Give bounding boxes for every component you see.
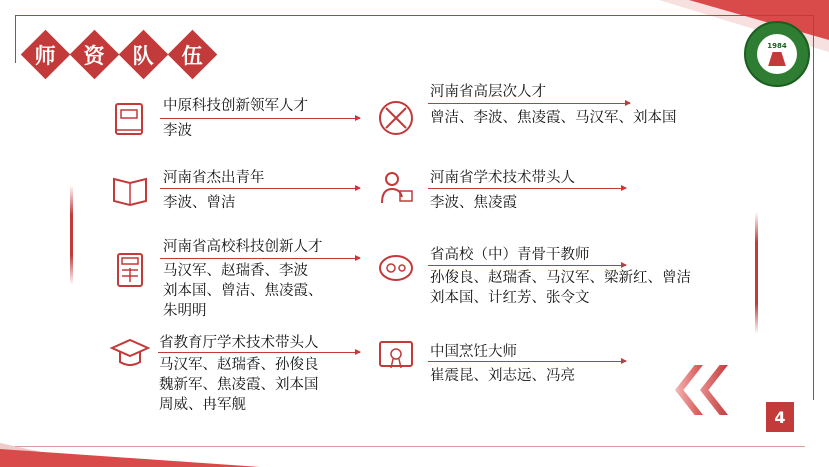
- frame-line-top: [15, 15, 813, 16]
- item-heading: 中国烹饪大师: [430, 344, 517, 360]
- item-names: [430, 108, 677, 128]
- certificate-icon: [374, 332, 418, 376]
- chevron-left-icon[interactable]: [675, 365, 703, 415]
- decor-bar-left: [70, 185, 73, 285]
- slide-title: [28, 37, 218, 72]
- book-icon: [108, 96, 152, 140]
- arrow-line: [428, 361, 626, 362]
- item-names: [430, 193, 517, 213]
- chevron-left-icon[interactable]: [700, 365, 728, 415]
- frame-line-left: [15, 15, 16, 63]
- item-names: [430, 268, 691, 308]
- item-heading: 省教育厅学术技术带头人: [159, 335, 319, 351]
- logo-emblem: [757, 34, 797, 74]
- arrow-line: [158, 352, 360, 353]
- names-line: 周威、冉军舰: [159, 397, 246, 413]
- decor-bar-right: [755, 212, 758, 334]
- corner-decoration-bottom-left: [0, 449, 260, 467]
- names-line: 刘本国、曾洁、焦凌霞、: [163, 283, 323, 299]
- item-names: [163, 261, 323, 321]
- item-heading: 河南省学术技术带头人: [430, 170, 575, 186]
- school-logo: [744, 21, 810, 87]
- logo-year: 1984: [767, 42, 787, 50]
- arrow-line: [160, 188, 360, 189]
- person-desk-icon: [374, 167, 418, 211]
- names-line: 李波、焦凌霞: [430, 195, 517, 211]
- tools-icon: [374, 96, 418, 140]
- item-names: [163, 121, 192, 141]
- item-heading: 河南省杰出青年: [163, 170, 265, 186]
- item-names: [163, 193, 236, 213]
- open-book-icon: [108, 167, 152, 211]
- arrow-line: [160, 258, 360, 259]
- item-names: [430, 366, 575, 386]
- names-line: 朱明明: [163, 303, 207, 319]
- names-line: 孙俊良、赵瑞香、马汉军、梁新红、曾洁: [430, 270, 691, 286]
- names-line: 曾洁、李波、焦凌霞、马汉军、刘本国: [430, 110, 677, 126]
- item-heading: 河南省高校科技创新人才: [163, 239, 323, 255]
- names-line: 马汉军、赵瑞香、李波: [163, 263, 308, 279]
- frame-line-bottom: [15, 446, 805, 447]
- names-line: 崔震昆、刘志远、冯亮: [430, 368, 575, 384]
- arrow-line: [428, 188, 626, 189]
- logo-tower-icon: [766, 52, 788, 66]
- names-line: 马汉军、赵瑞香、孙俊良: [159, 357, 319, 373]
- arrow-line: [428, 103, 630, 104]
- calculator-icon: [108, 248, 152, 292]
- names-line: 刘本国、计红芳、张令文: [430, 290, 590, 306]
- gear-brain-icon: [374, 246, 418, 290]
- title-char: 资: [70, 30, 119, 79]
- arrow-line: [160, 118, 360, 119]
- title-char: 伍: [168, 30, 217, 79]
- item-heading: 河南省高层次人才: [430, 84, 546, 100]
- item-heading: 中原科技创新领军人才: [163, 98, 308, 114]
- names-line: 李波: [163, 123, 192, 139]
- page-number: 4: [766, 402, 794, 432]
- frame-line-right: [813, 15, 814, 400]
- names-line: 李波、曾洁: [163, 195, 236, 211]
- item-heading: 省高校（中）青骨干教师: [430, 247, 590, 263]
- title-char: 师: [21, 30, 70, 79]
- title-char: 队: [119, 30, 168, 79]
- names-line: 魏新军、焦凌霞、刘本国: [159, 377, 319, 393]
- arrow-line: [428, 265, 626, 266]
- item-names: [159, 355, 319, 415]
- graduation-cap-icon: [108, 330, 152, 374]
